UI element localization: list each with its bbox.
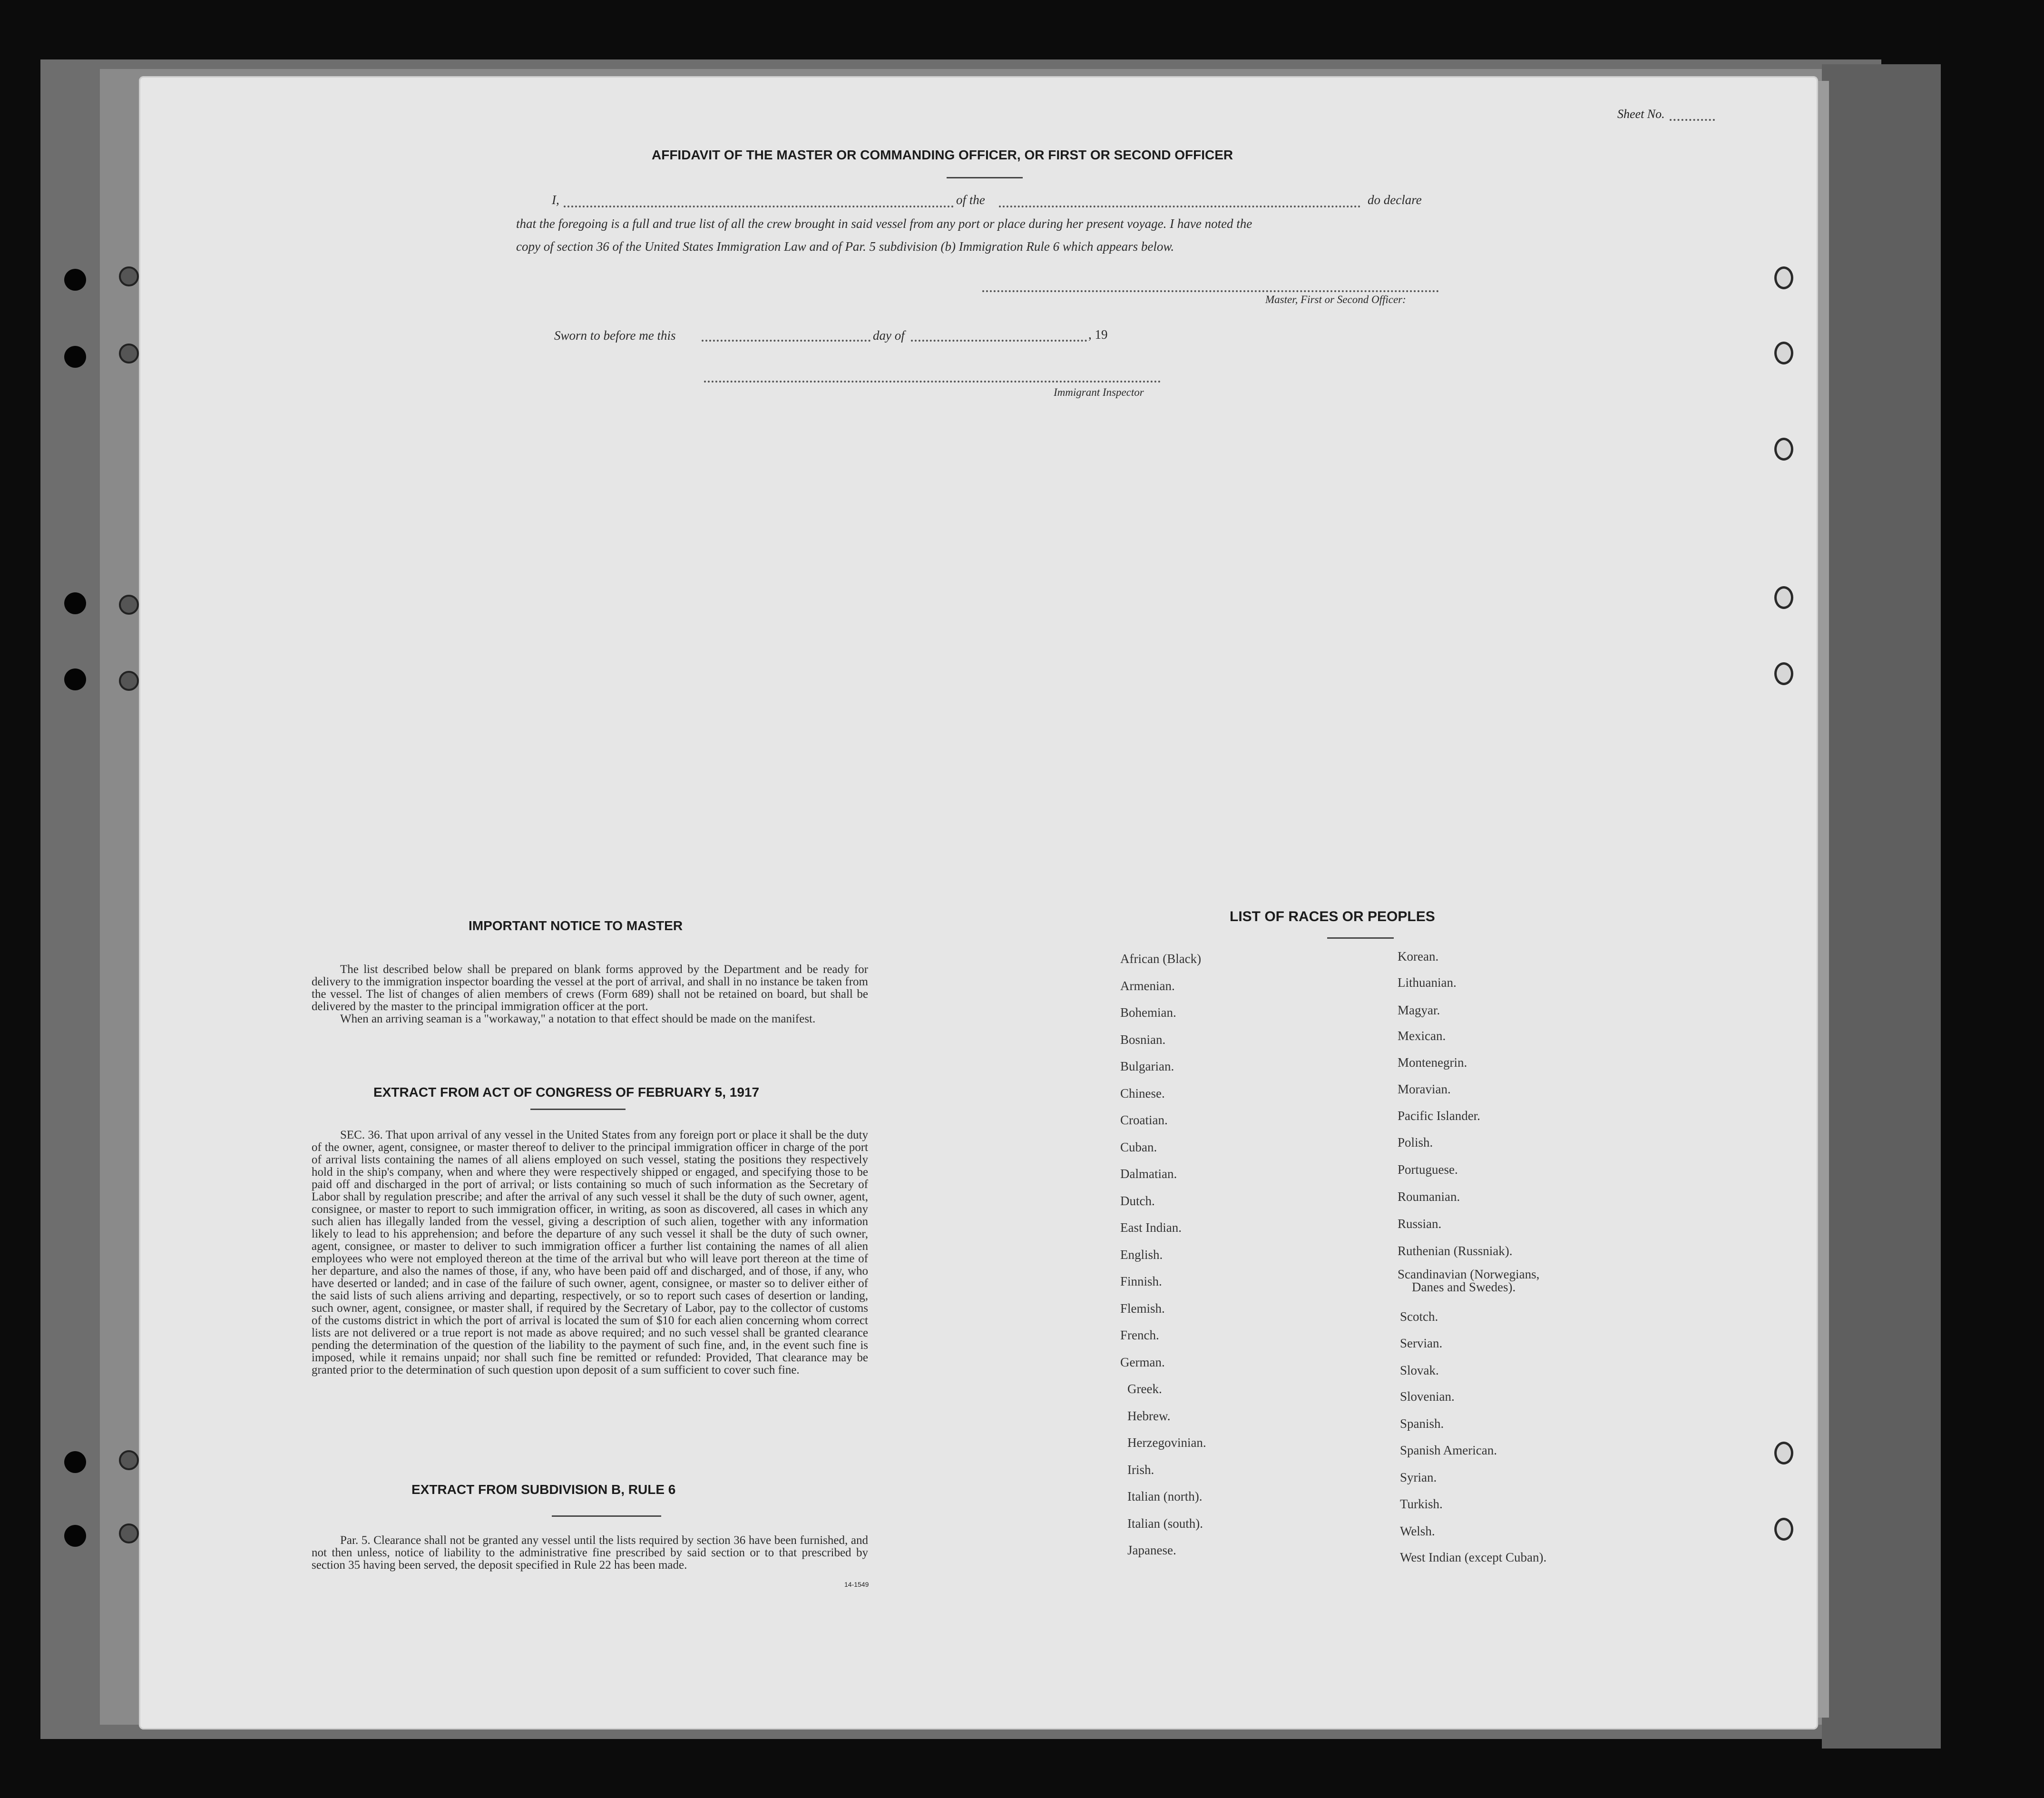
section-rule	[552, 1515, 661, 1517]
extract-act-title: EXTRACT FROM ACT OF CONGRESS OF FEBRUARY 5, 1917	[373, 1085, 760, 1100]
form-number: 14-1549	[844, 1581, 869, 1588]
race-item: Portuguese.	[1398, 1162, 1458, 1177]
race-item: Croatian.	[1120, 1113, 1168, 1127]
race-item: Bosnian.	[1120, 1032, 1166, 1047]
binder-hole	[64, 592, 86, 614]
binder-hole	[64, 346, 86, 368]
vessel-field[interactable]	[999, 206, 1360, 207]
binder-ring	[1774, 342, 1793, 364]
binder-rivet	[119, 266, 139, 286]
race-item: Korean.	[1398, 949, 1439, 963]
race-item: Flemish.	[1120, 1301, 1165, 1316]
race-item: Polish.	[1398, 1135, 1433, 1150]
sworn-day-field[interactable]	[702, 340, 870, 342]
race-item: Servian.	[1400, 1336, 1443, 1350]
race-item: Ruthenian (Russniak).	[1398, 1244, 1513, 1258]
signature-caption: Master, First or Second Officer:	[1265, 294, 1406, 305]
sheet-number-field[interactable]	[1670, 119, 1715, 121]
affidavit-line1-end: do declare	[1368, 193, 1422, 207]
title-rule	[947, 177, 1023, 178]
affidavit-line1-mid: of the	[956, 193, 985, 207]
race-item: Moravian.	[1398, 1082, 1451, 1096]
race-item: Hebrew.	[1127, 1409, 1171, 1423]
binder-ring	[1774, 662, 1793, 685]
sworn-end: , 19	[1088, 327, 1108, 342]
race-item: Russian.	[1398, 1217, 1442, 1231]
race-item: West Indian (except Cuban).	[1400, 1550, 1547, 1564]
race-item: Italian (north).	[1127, 1489, 1203, 1503]
extract-rule-body	[312, 1534, 868, 1572]
binder-hole	[64, 1525, 86, 1547]
race-item: East Indian.	[1120, 1220, 1182, 1235]
race-item: Spanish.	[1400, 1416, 1444, 1431]
binder-rivet	[119, 595, 139, 615]
race-item: African (Black)	[1120, 952, 1202, 966]
race-item: Turkish.	[1400, 1497, 1443, 1511]
notice-title: IMPORTANT NOTICE TO MASTER	[469, 918, 683, 933]
race-item: Magyar.	[1398, 1003, 1440, 1017]
binder-ring	[1774, 586, 1793, 609]
race-item: Scandinavian (Norwegians,	[1398, 1267, 1540, 1281]
extract-act-body	[312, 1129, 868, 1376]
race-item: Pacific Islander.	[1398, 1109, 1480, 1123]
sworn-month-field[interactable]	[911, 340, 1087, 342]
sworn-mid: day of	[873, 328, 905, 343]
binder-ring	[1774, 266, 1793, 289]
affidavit-title: AFFIDAVIT OF THE MASTER OR COMMANDING OFFICER, OR FIRST OR SECOND OFFICER	[652, 147, 1233, 162]
race-item: Slovak.	[1400, 1363, 1439, 1377]
binder-rivet	[119, 1523, 139, 1543]
binder-rivet	[119, 671, 139, 691]
race-item: Finnish.	[1120, 1274, 1162, 1288]
binder-rivet	[119, 344, 139, 364]
race-item: Herzegovinian.	[1127, 1435, 1206, 1450]
race-item: Danes and Swedes).	[1412, 1280, 1516, 1294]
binder-hole	[64, 269, 86, 291]
notice-paragraph: When an arriving seaman is a "workaway," a notation to that effect should be made on the manifest.	[340, 1012, 816, 1025]
race-item: Bohemian.	[1120, 1005, 1176, 1020]
race-item: Japanese.	[1127, 1543, 1176, 1557]
race-item: Spanish American.	[1400, 1443, 1497, 1457]
notice-paragraph: The list described below shall be prepared on blank forms approved by the Department and be ready for delivery to the immigration inspector boarding the vessel at the port of arrival, and shall in no instance be taken from the vessel. The list of changes of alien members of crews (Form 689) shall not be retained on board, but shall be delivered by the master to the principal immigration officer at the port.	[312, 963, 868, 1013]
race-item: Irish.	[1127, 1463, 1154, 1477]
binder-ring	[1774, 1518, 1793, 1541]
race-item: Welsh.	[1400, 1524, 1435, 1538]
back-sheet-right	[1822, 64, 1941, 1749]
inspector-signature-field[interactable]	[704, 381, 1161, 383]
name-field[interactable]	[564, 206, 954, 207]
sworn-start: Sworn to before me this	[554, 328, 676, 343]
rule-6-text: Par. 5. Clearance shall not be granted any vessel until the lists required by section 36 have been furnished, and not then unless, notice of liability to the administrative fine prescribed by said section or to that prescribed by section 35 having been served, the deposit specified in Rule 22 has been made.	[312, 1534, 868, 1572]
race-item: Montenegrin.	[1398, 1055, 1467, 1070]
race-item: Mexican.	[1398, 1029, 1446, 1043]
section-rule	[530, 1109, 626, 1110]
extract-rule-title: EXTRACT FROM SUBDIVISION B, RULE 6	[411, 1482, 676, 1497]
section-36-text: SEC. 36. That upon arrival of any vessel in the United States from any foreign port or place it shall be the duty of the owner, agent, consignee, or master thereof to deliver to the principal immigration officer in charge of the port of arrival lists containing the names of all aliens employed on such vessel, stating the positions they respectively hold in the ship's company, when and where they were respectively shipped or engaged, and specifying those to be paid off and discharged in the port of arrival; or lists containing so much of such information as the Secretary of Labor shall by regulation prescribe; and after the arrival of any such vessel it shall be the duty of such owner, agent, consignee, or master to report to such immigration officer, in writing, as soon as discovered, all cases in which any such alien has illegally landed from the vessel, giving a description of such alien, together with any information likely to lead to his apprehension; and before the departure of any such vessel it shall be the duty of such owner, agent, consignee, or master to deliver to such immigration officer a further list containing the names of all alien employees who were not employed thereon at the time of the arrival but who will leave port thereon at the time of her departure, and also the names of those, if any, who have been paid off and discharged, and of those, if any, who have deserted or landed; and in case of the failure of such owner, agent, consignee, or master so to deliver either of the said lists of such aliens arriving and departing, respectively, or so to report such cases of desertion or landing, such owner, agent, consignee, or master shall, if required by the Secretary of Labor, pay to the collector of customs of the customs district in which the port of arrival is located the sum of $10 for each alien concerning whom correct lists are not delivered or a true report is not made as above required; and no such vessel shall be granted clearance pending the determination of the question of the liability to the payment of such fine, and, in the event such fine is imposed, while it remains unpaid; nor shall such fine be remitted or refunded: Provided, That clearance may be granted prior to the determination of such question upon deposit of a sum sufficient to cover such fine.	[312, 1129, 868, 1376]
race-item: Chinese.	[1120, 1086, 1165, 1100]
affidavit-line1-start: I,	[552, 193, 559, 207]
section-rule	[1327, 937, 1394, 939]
race-item: Bulgarian.	[1120, 1059, 1174, 1073]
manifest-page	[139, 76, 1818, 1729]
race-item: Syrian.	[1400, 1470, 1437, 1484]
race-item: Slovenian.	[1400, 1389, 1455, 1404]
inspector-caption: Immigrant Inspector	[1054, 386, 1144, 398]
race-item: English.	[1120, 1248, 1163, 1262]
affidavit-line3: copy of section 36 of the United States Immigration Law and of Par. 5 subdivision (b) Immigration Rule 6 which appears below.	[516, 239, 1174, 254]
binder-ring	[1774, 1442, 1793, 1464]
affidavit-line2: that the foregoing is a full and true list of all the crew brought in said vessel from any port or place during her present voyage. I have noted the	[516, 216, 1252, 231]
binder-rivet	[119, 1450, 139, 1470]
officer-signature-field[interactable]	[982, 290, 1439, 292]
race-item: Greek.	[1127, 1382, 1162, 1396]
notice-body	[312, 963, 868, 1025]
binder-hole	[64, 1451, 86, 1473]
sheet-number-label: Sheet No.	[1617, 107, 1665, 121]
binder-hole	[64, 668, 86, 690]
races-title: LIST OF RACES OR PEOPLES	[1230, 909, 1435, 924]
race-item: Dutch.	[1120, 1194, 1155, 1208]
race-item: Armenian.	[1120, 979, 1175, 993]
race-item: Roumanian.	[1398, 1189, 1460, 1204]
race-item: Dalmatian.	[1120, 1167, 1177, 1181]
race-item: Lithuanian.	[1398, 975, 1457, 990]
race-item: Scotch.	[1400, 1309, 1438, 1324]
race-item: Cuban.	[1120, 1140, 1157, 1154]
binder-ring	[1774, 438, 1793, 461]
race-item: German.	[1120, 1355, 1165, 1369]
race-item: French.	[1120, 1328, 1159, 1342]
race-item: Italian (south).	[1127, 1516, 1203, 1531]
